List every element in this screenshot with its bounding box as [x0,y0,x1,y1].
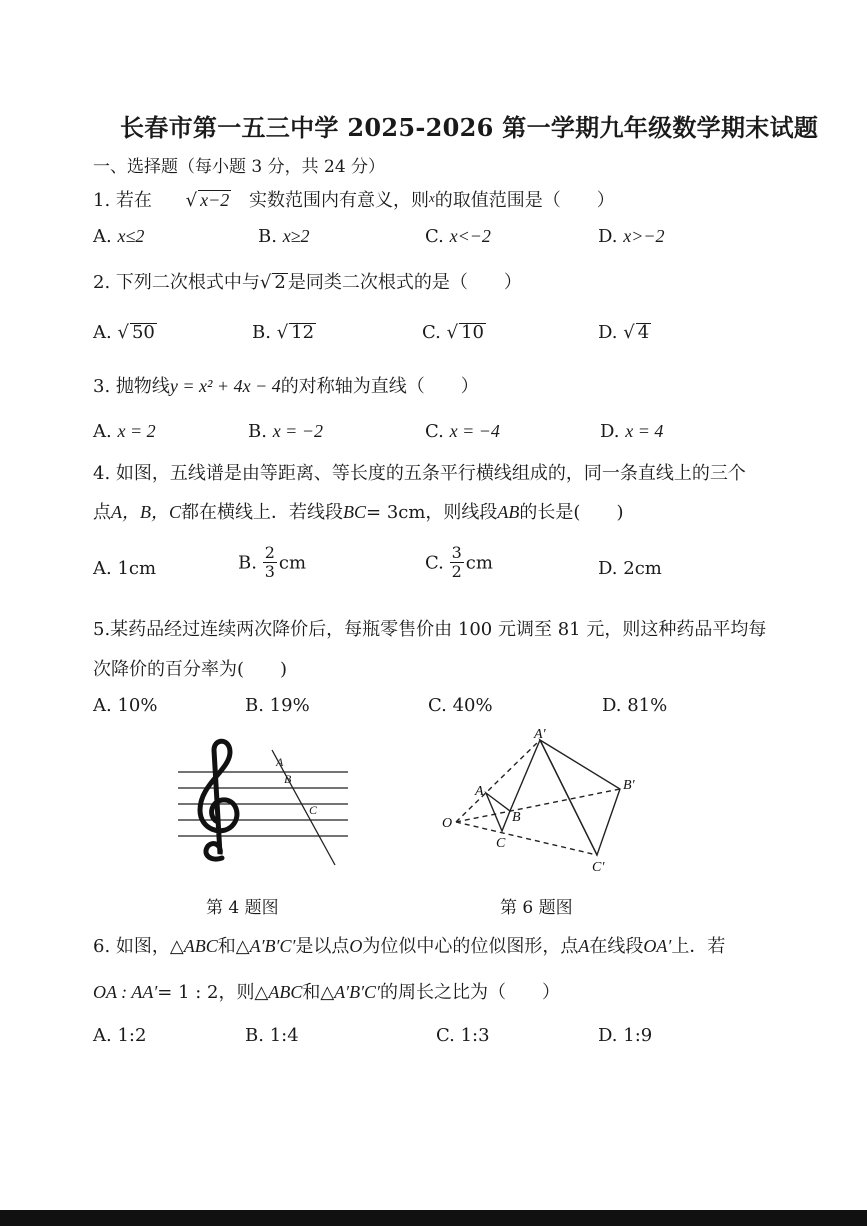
q6-option-d[interactable]: D. 1:9 [598,1025,653,1046]
q5-option-b[interactable]: B. 19% [245,695,310,716]
q5-option-d[interactable]: D. 81% [602,695,668,716]
label-O: O [442,816,453,831]
q3-option-b[interactable]: B. x = −2 [248,421,323,442]
q4-option-c[interactable]: C. $\frac{3}{2}$ cm [425,543,493,582]
q6-option-c[interactable]: C. 1:3 [436,1025,490,1046]
page-title: 长春市第一五三中学 2025-2026 第一学期九年级数学期末试题 [120,113,819,142]
question-3: 3. 抛物线y = x² + 4x − 4的对称轴为直线（ ） [93,376,479,397]
label-B: B [512,810,521,825]
label-A: A [475,784,484,799]
q2-option-b[interactable]: B. √ 12 [252,322,315,343]
q3-option-a[interactable]: A. x = 2 [93,421,156,442]
figure-6-homothety [430,725,660,880]
scan-bottom-edge [0,1210,867,1226]
q1-option-a[interactable]: A. x≤2 [93,226,145,247]
label-A: A [276,755,284,769]
question-4-line-1: 4. 如图，五线谱是由等距离、等长度的五条平行横线组成的，同一条直线上的三个 [93,463,746,484]
question-2: 2. 下列二次根式中与√ 2 是同类二次根式的是（ ） [93,272,522,293]
section-heading: 一、选择题（每小题 3 分，共 24 分） [93,157,386,177]
figure-4-staff [170,730,360,880]
question-5-line-2: 次降价的百分率为( ) [93,659,288,680]
question-1: 1. 若在 √ x−2 实数范围内有意义，则$^x$的取值范围是（ ） [93,190,615,211]
label-B: B [284,772,292,786]
q4-option-b[interactable]: B. $\frac{2}{3}$ cm [238,543,307,582]
q4-option-a[interactable]: A. 1cm [93,558,157,579]
q2-option-d[interactable]: D. √ 4 [598,322,650,343]
sqrt-expression: √ 2 [259,272,286,293]
q2-option-a[interactable]: A. √ 50 [93,322,155,343]
q3-option-c[interactable]: C. x = −4 [425,421,500,442]
label-C: C [309,803,318,817]
question-6-line-2: OA : AA′= 1 : 2，则△ABC和△A′B′C′的周长之比为（ ） [93,982,560,1003]
question-4-line-2: 点A，B，C都在横线上．若线段BC= 3cm，则线段AB的长是( ) [93,502,624,523]
label-C-prime: C′ [592,860,605,875]
question-6-line-1: 6. 如图，△ABC和△A′B′C′是以点O为位似中心的位似图形，点A在线段OA′上．若 [93,936,726,957]
q1-option-c[interactable]: C. x<−2 [425,226,491,247]
q4-option-d[interactable]: D. 2cm [598,558,662,579]
q6-option-a[interactable]: A. 1:2 [93,1025,147,1046]
figure-4-caption: 第 4 题图 [206,898,279,918]
sqrt-expression: √ x−2 [185,190,230,211]
label-B-prime: B′ [623,778,635,793]
label-C: C [496,836,506,851]
treble-clef-icon [200,741,237,859]
q3-option-d[interactable]: D. x = 4 [600,421,664,442]
q5-option-c[interactable]: C. 40% [428,695,493,716]
q5-option-a[interactable]: A. 10% [93,695,158,716]
q6-option-b[interactable]: B. 1:4 [245,1025,299,1046]
q1-option-d[interactable]: D. x>−2 [598,226,665,247]
label-A-prime: A′ [534,727,546,742]
q2-option-c[interactable]: C. √ 10 [422,322,484,343]
q1-option-b[interactable]: B. x≥2 [258,226,310,247]
figure-6-caption: 第 6 题图 [500,898,573,918]
question-5-line-1: 5.某药品经过连续两次降价后，每瓶零售价由 100 元调至 81 元，则这种药品平均每 [93,619,767,640]
